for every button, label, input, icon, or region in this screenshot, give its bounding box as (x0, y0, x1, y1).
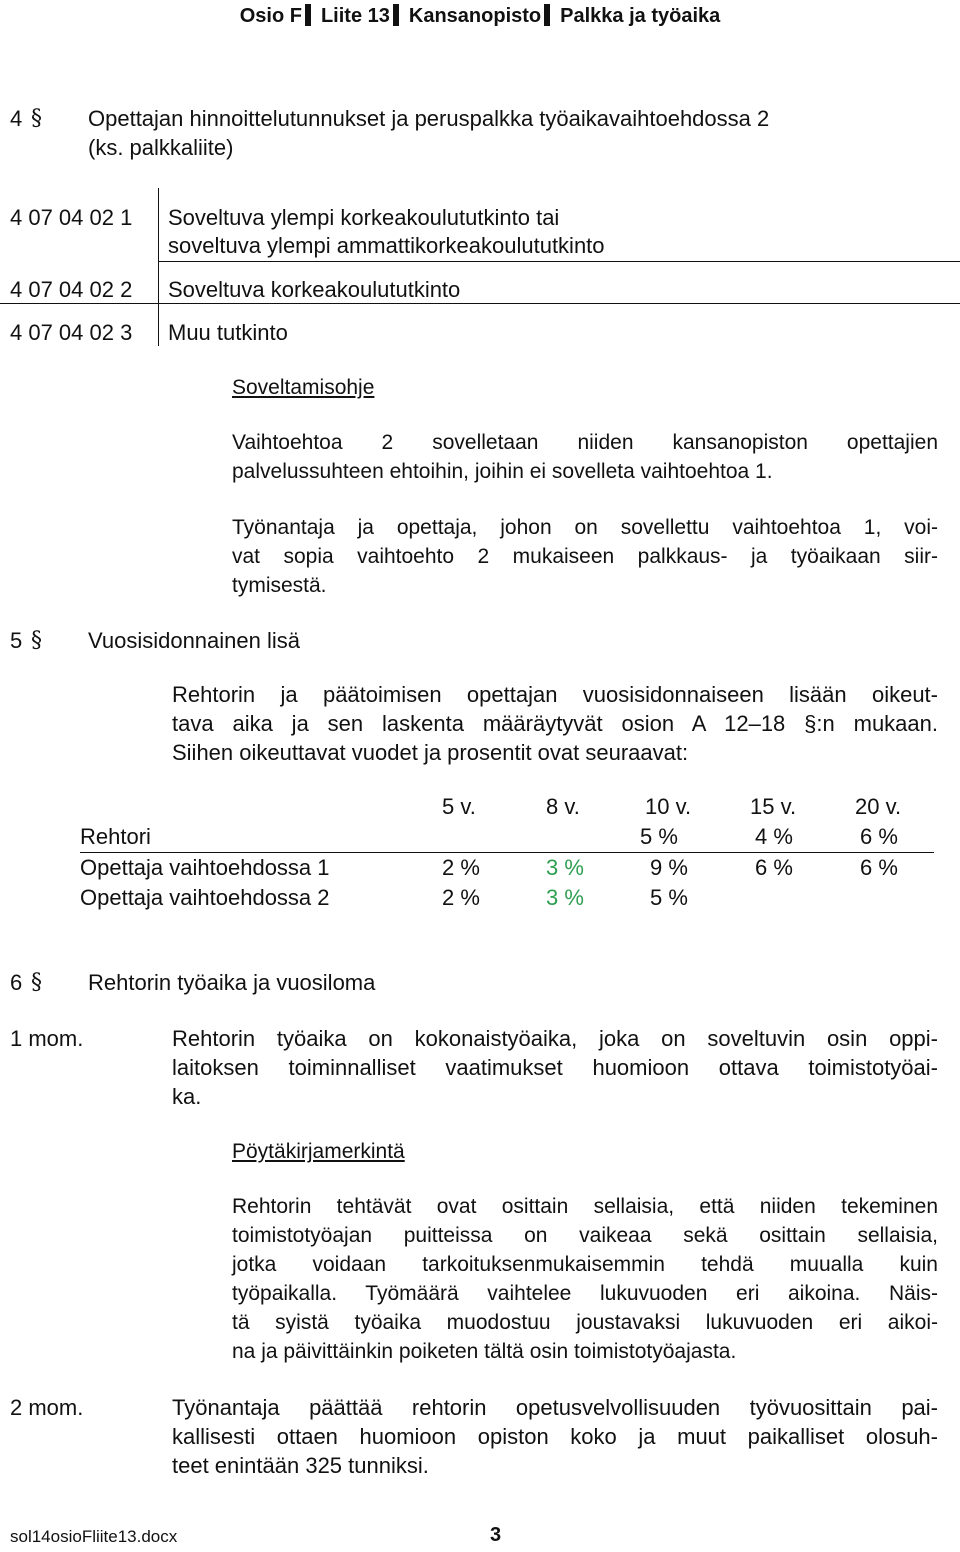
section5-number: 5 (10, 628, 23, 653)
note-line: toimistotyöajan puitteissa on vaikeaa sekä osittain sellaisia, (232, 1224, 938, 1247)
section4-title-line1: Opettajan hinnoittelutunnukset ja peruspalkka työaikavaihtoehdossa 2 (88, 106, 770, 131)
code-desc-2: Soveltuva korkeakoulututkinto (168, 277, 461, 302)
cell-5v: 2 % (442, 885, 480, 910)
section-sign: § (31, 106, 42, 131)
header-separator (393, 4, 399, 26)
header-10v: 10 v. (645, 794, 692, 819)
code-4070402-3: 4 07 04 02 3 (10, 320, 133, 345)
header-separator (305, 4, 311, 26)
cell-15v: 6 % (755, 855, 793, 880)
cell-15v: 4 % (755, 824, 793, 849)
cell-8v-highlight: 3 % (546, 855, 584, 880)
section4-number: 4 (10, 106, 23, 131)
code-desc-1b: soveltuva ylempi ammattikorkeakoulututkinto (168, 233, 605, 258)
header-5v: 5 v. (442, 794, 476, 819)
code-desc-1a: Soveltuva ylempi korkeakoulututkinto tai (168, 205, 560, 230)
percent-table (80, 792, 934, 913)
page-header (0, 4, 960, 28)
cell-20v: 6 % (860, 855, 898, 880)
note-line: tä syistä työaika muodostuu joustavaksi lukuvuoden eri aikoi- (232, 1311, 938, 1334)
section6-number: 6 (10, 970, 23, 995)
section4-title-line2: (ks. palkkaliite) (88, 135, 234, 160)
note-line: na ja päivittäinkin poiketen tältä osin toimistotyöajasta. (232, 1340, 737, 1363)
section-sign: § (31, 970, 42, 995)
note-line: jotka voidaan tarkoituksenmukaisemmin tehdä muualla kuin (232, 1253, 938, 1276)
cell-5v: 2 % (442, 855, 480, 880)
percent-table-header (80, 792, 934, 822)
mom1-line1: Rehtorin työaika on kokonaistyöaika, joka on soveltuvin osin oppi- (172, 1026, 938, 1051)
poytakirjamerkinta-heading: Pöytäkirjamerkintä (232, 1140, 405, 1163)
header-part2: Liite 13 (320, 5, 390, 27)
soveltamisohje-heading: Soveltamisohje (232, 376, 375, 399)
cell-10v: 9 % (650, 855, 688, 880)
mom2-line: teet enintään 325 tunniksi. (172, 1453, 429, 1478)
mom1-line3: ka. (172, 1084, 202, 1109)
header-8v: 8 v. (546, 794, 580, 819)
code-desc-3: Muu tutkinto (168, 320, 288, 345)
code-table-vertical-rule (158, 188, 159, 346)
mom2-line: Työnantaja päättää rehtorin opetusvelvollisuuden työvuosittain pai- (172, 1395, 938, 1420)
note-line: Rehtorin tehtävät ovat osittain sellaisia, että niiden tekeminen (232, 1195, 938, 1218)
mom2-line: kallisesti ottaen huomioon opiston koko ja muut paikalliset olosuh- (172, 1424, 938, 1449)
section5-title: Vuosisidonnainen lisä (88, 628, 300, 653)
row-label-rehtori: Rehtori (80, 824, 151, 849)
cell-10v: 5 % (650, 885, 688, 910)
section-sign: § (31, 628, 42, 653)
note-line: työpaikalla. Työmäärä vaihtelee lukuvuoden eri aikoina. Näis- (232, 1282, 938, 1305)
cell-8v-highlight: 3 % (546, 885, 584, 910)
cell-10v: 5 % (640, 824, 678, 849)
code-row-divider (158, 261, 960, 262)
note-p1-line2: palvelussuhteen ehtoihin, joihin ei sovelleta vaihtoehtoa 1. (232, 460, 773, 483)
section6-title: Rehtorin työaika ja vuosiloma (88, 970, 376, 995)
section5-p-line1: Rehtorin ja päätoimisen opettajan vuosisidonnaiseen lisään oikeut- (172, 682, 938, 707)
table-row (80, 853, 934, 883)
code-4070402-2: 4 07 04 02 2 (10, 277, 133, 302)
code-row-divider (0, 303, 960, 304)
table-row (80, 883, 934, 913)
header-15v: 15 v. (750, 794, 797, 819)
table-row (80, 822, 934, 852)
mom1-label: 1 mom. (10, 1026, 84, 1051)
note-p1-line1: Vaihtoehtoa 2 sovelletaan niiden kansanopiston opettajien (232, 431, 938, 454)
note-p2-line1: Työnantaja ja opettaja, johon on sovellettu vaihtoehtoa 1, voi- (232, 516, 938, 539)
header-part3: Kansanopisto (408, 5, 542, 27)
mom1-line2: laitoksen toiminnalliset vaatimukset huomioon ottava toimistotyöai- (172, 1055, 938, 1080)
section5-p-line2: tava aika ja sen laskenta määräytyvät osion A 12–18 §:n mukaan. (172, 711, 938, 736)
note-p2-line3: tymisestä. (232, 574, 327, 597)
header-part1: Osio F (239, 5, 302, 27)
page-number: 3 (490, 1524, 502, 1546)
header-separator (544, 4, 550, 26)
section5-p-line3: Siihen oikeuttavat vuodet ja prosentit ovat seuraavat: (172, 740, 689, 765)
mom2-label: 2 mom. (10, 1395, 84, 1420)
note-p2-line2: vat sopia vaihtoehto 2 mukaiseen palkkaus- ja työaikaan siir- (232, 545, 938, 568)
row-label-vaihtoehto2: Opettaja vaihtoehdossa 2 (80, 885, 330, 910)
code-4070402-1: 4 07 04 02 1 (10, 205, 133, 230)
cell-20v: 6 % (860, 824, 898, 849)
footer-filename: sol14osioFliite13.docx (10, 1527, 178, 1546)
header-20v: 20 v. (855, 794, 902, 819)
header-part4: Palkka ja työaika (560, 5, 721, 27)
row-label-vaihtoehto1: Opettaja vaihtoehdossa 1 (80, 855, 330, 880)
